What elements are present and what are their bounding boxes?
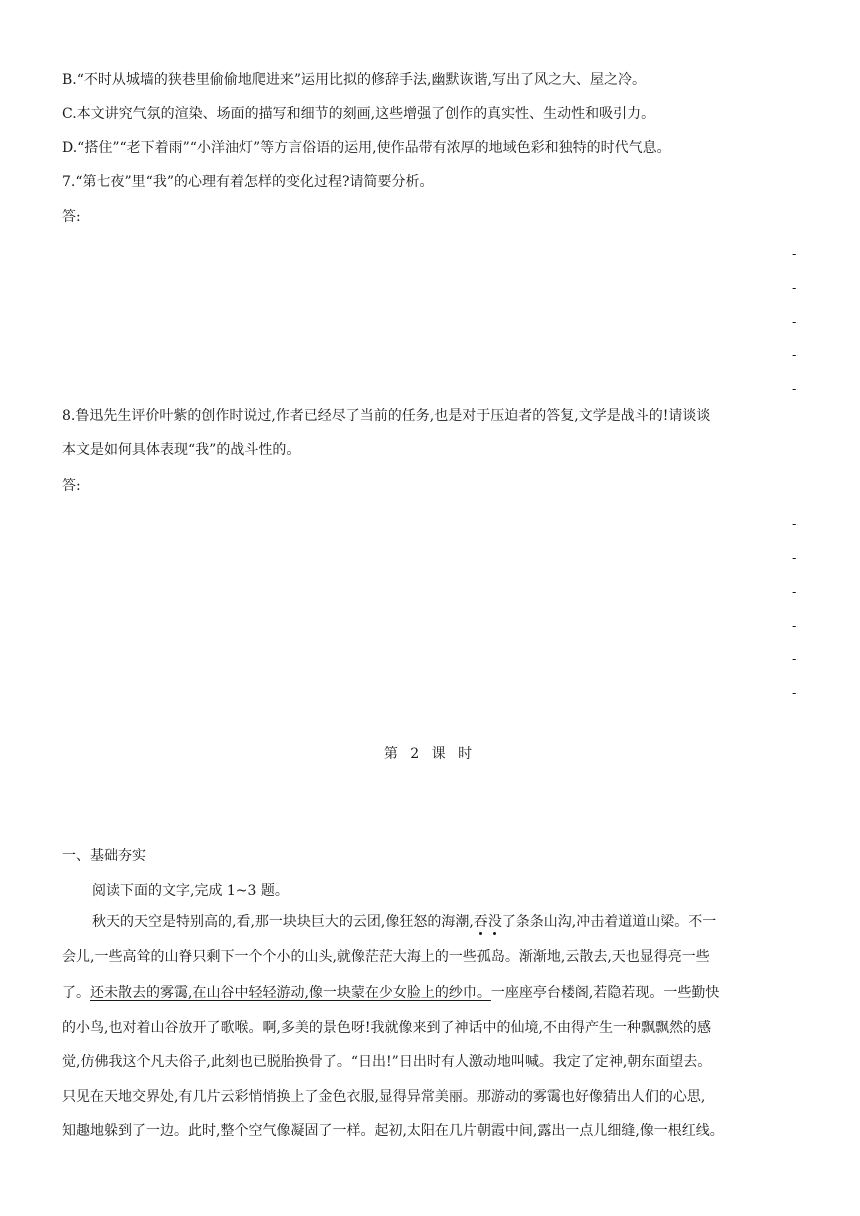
q7-answer-label: 答: <box>62 209 81 225</box>
underlined-sentence: 还未散去的雾霭,在山谷中轻轻游动,像一块蒙在少女脸上的纱巾。 <box>90 985 491 1001</box>
passage-line-5: 觉,仿佛我这个凡夫俗子,此刻也已脱胎换骨了。“日出!”日出时有人激动地叫喊。我定了定神,朝东面望去。 <box>62 1054 712 1070</box>
q8-answer-blank-3[interactable]: - <box>792 585 797 600</box>
passage-line-3-start: 了。 <box>62 985 90 1001</box>
passage-line-2: 会儿,一些高耸的山脊只剩下一个个小的山头,就像茫茫大海上的一些孤岛。渐渐地,云散去,天也显得亮一些 <box>62 949 710 965</box>
section-heading: 一、基础夯实 <box>62 848 146 864</box>
q6-option-c: C.本文讲究气氛的渲染、场面的描写和细节的刻画,这些增强了创作的真实性、生动性和吸引力。 <box>62 106 656 122</box>
q8-answer-blank-2[interactable]: - <box>792 551 797 566</box>
passage-line-3 <box>62 983 719 1003</box>
q8-answer-blank-5[interactable]: - <box>792 652 797 667</box>
q7-answer-blank-3[interactable]: - <box>792 315 797 330</box>
q8-answer-blank-4[interactable]: - <box>792 619 797 634</box>
q7-answer-blank-2[interactable]: - <box>792 281 797 296</box>
emphasis-dot-char: 吞 <box>473 914 488 930</box>
q7-answer-blank-5[interactable]: - <box>792 382 797 397</box>
q6-option-d: D.“搭住”“老下着雨”“小洋油灯”等方言俗语的运用,使作品带有浓厚的地域色彩和独特的时代气息。 <box>62 140 671 156</box>
emphasis-dot-char: 没 <box>487 914 502 930</box>
q8-answer-blank-1[interactable]: - <box>792 517 797 532</box>
lesson-title: 第 2 课 时 <box>383 746 477 762</box>
passage-line-1: 秋天的天空是特别高的,看,那一块块巨大的云团,像狂怒的海潮,吞没了条条山沟,冲击着道道山梁。不一 <box>92 914 717 930</box>
reading-instruction: 阅读下面的文字,完成 1~3 题。 <box>92 883 289 899</box>
q7-question: 7.“第七夜”里“我”的心理有着怎样的变化过程?请简要分析。 <box>62 174 434 190</box>
q7-answer-blank-4[interactable]: - <box>792 348 797 363</box>
passage-line-3-end: 一座座亭台楼阁,若隐若现。一些勤快 <box>490 985 720 1001</box>
q6-option-b: B.“不时从城墙的狭巷里偷偷地爬进来”运用比拟的修辞手法,幽默诙谐,写出了风之大、屋之冷。 <box>62 72 646 88</box>
q8-question-line-2: 本文是如何具体表现“我”的战斗性的。 <box>62 442 301 458</box>
q8-question-line-1: 8.鲁迅先生评价叶紫的创作时说过,作者已经尽了当前的任务,也是对于压迫者的答复,文学是战斗的!请谈谈 <box>62 408 711 424</box>
q8-answer-blank-6[interactable]: - <box>792 686 797 701</box>
passage-line-4: 的小鸟,也对着山谷放开了歌喉。啊,多美的景色呀!我就像来到了神话中的仙境,不由得产生一种飘飘然的感 <box>62 1020 711 1036</box>
q8-answer-label: 答: <box>62 478 81 494</box>
passage-line-7: 知趣地躲到了一边。此时,整个空气像凝固了一样。起初,太阳在几片朝霞中间,露出一点儿细缝,像一根红线。 <box>62 1123 724 1139</box>
passage-line-6: 只见在天地交界处,有几片云彩悄悄换上了金色衣服,显得异常美丽。那游动的雾霭也好像猜出人们的心思, <box>62 1089 706 1105</box>
q7-answer-blank-1[interactable]: - <box>792 247 797 262</box>
